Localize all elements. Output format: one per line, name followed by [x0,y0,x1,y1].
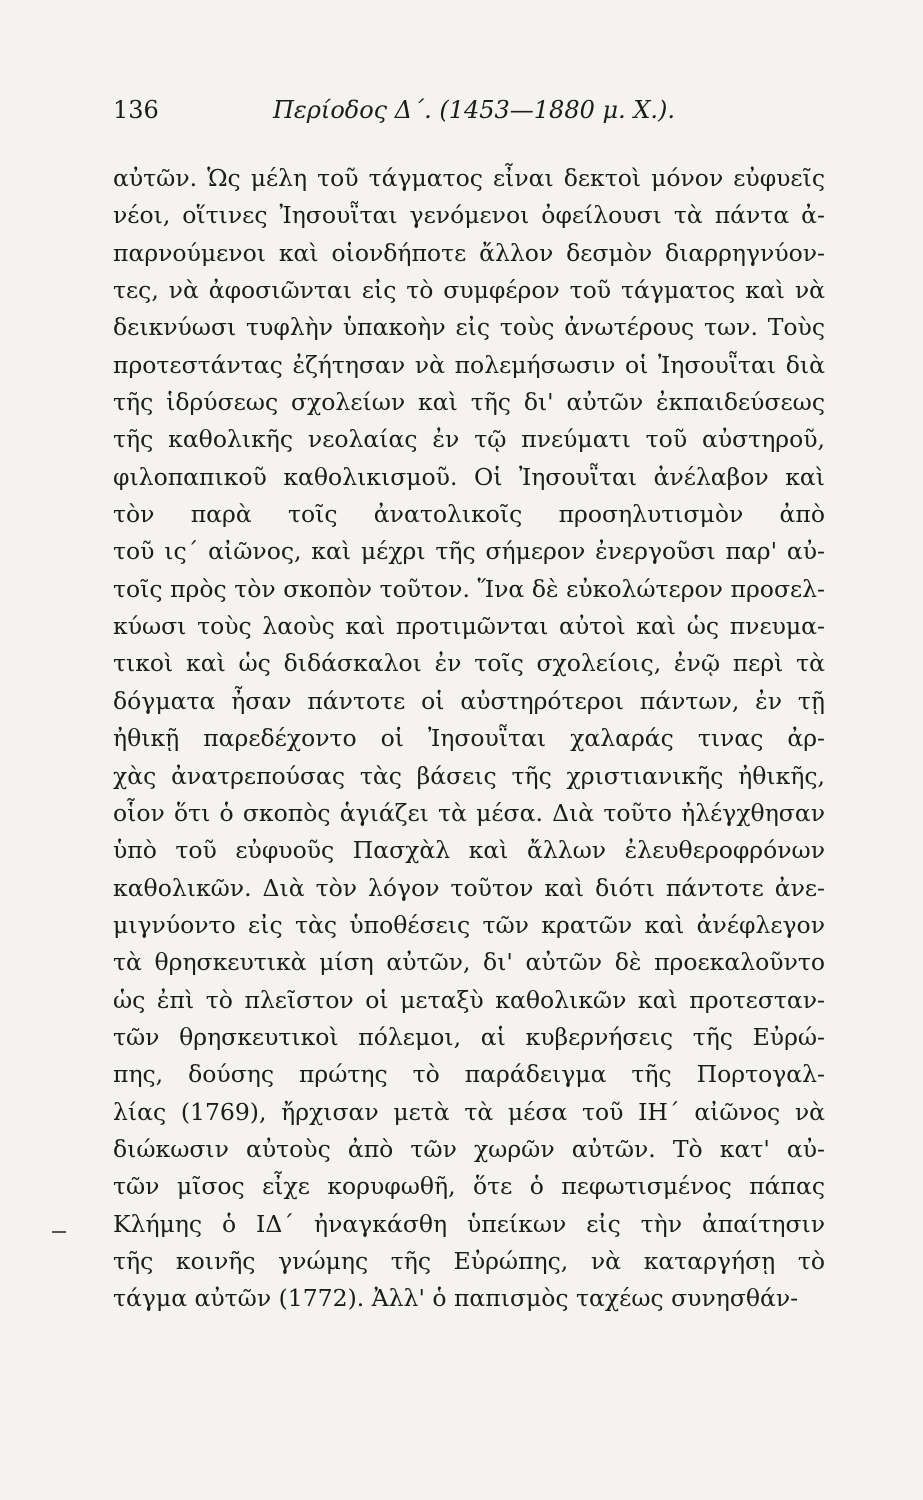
page-number: 136 [113,96,159,124]
text-line: δόγματα ἦσαν πάντοτε οἱ αὐστηρότεροι πάντων, ἐν τῇ [113,686,825,715]
text-line: τῆς ἱδρύσεως σχολείων καὶ τῆς δι' αὐτῶν ἐκπαιδεύσεως [113,388,825,417]
text-line: τικοὶ καὶ ὡς διδάσκαλοι ἐν τοῖς σχολείοις, ἐνῷ περὶ τὰ [113,649,825,678]
text-line: μιγνύοντο εἰς τὰς ὑποθέσεις τῶν κρατῶν καὶ ἀνέφλεγον [113,910,825,939]
text-line: ἠθικῇ παρεδέχοντο οἱ Ἰησουῗται χαλαράς τινας ἀρ- [113,724,825,753]
text-line: οἷον ὅτι ὁ σκοπὸς ἁγιάζει τὰ μέσα. Διὰ τοῦτο ἠλέγχθησαν [113,798,825,827]
text-line: τὰ θρησκευτικὰ μίση αὐτῶν, δι' αὐτῶν δὲ προεκαλοῦντο [113,948,825,977]
text-line: δεικνύωσι τυφλὴν ὑπακοὴν εἰς τοὺς ἀνωτέρους των. Τοὺς [113,313,825,342]
text-line: ὡς ἐπὶ τὸ πλεῖστον οἱ μεταξὺ καθολικῶν καὶ προτεσταν- [113,985,825,1014]
text-line: τοῦ ις΄ αἰῶνος, καὶ μέχρι τῆς σήμερον ἐνεργοῦσι παρ' αὐ- [113,537,825,566]
text-line: παρνούμενοι καὶ οἱονδήποτε ἄλλον δεσμὸν διαρρηγνύον- [113,238,825,267]
page-header [113,96,833,132]
text-line: τάγμα αὐτῶν (1772). Ἀλλ' ὁ παπισμὸς ταχέως συνησθάν- [113,1284,799,1313]
text-line: διώκωσιν αὐτοὺς ἀπὸ τῶν χωρῶν αὐτῶν. Τὸ κατ' αὐ- [113,1134,825,1163]
text-line: πης, δούσης πρώτης τὸ παράδειγμα τῆς Πορτογαλ- [113,1060,825,1089]
text-line: τῆς κοινῆς γνώμης τῆς Εὐρώπης, νὰ καταργήσῃ τὸ [113,1246,825,1275]
text-line: τες, νὰ ἀφοσιῶνται εἰς τὸ συμφέρον τοῦ τάγματος καὶ νὰ [113,276,825,305]
text-line: Κλήμης ὁ ΙΔ΄ ἠναγκάσθη ὑπείκων εἰς τὴν ἀπαίτησιν [113,1209,825,1238]
text-line: τῆς καθολικῆς νεολαίας ἐν τῷ πνεύματι τοῦ αὐστηροῦ, [113,425,825,454]
text-line: κύωσι τοὺς λαοὺς καὶ προτιμῶνται αὐτοὶ καὶ ὡς πνευμα- [113,612,825,641]
text-line: φιλοπαπικοῦ καθολικισμοῦ. Οἱ Ἰησουῗται ἀνέλαβον καὶ [113,462,825,491]
running-head: Περίοδος Δ΄. (1453—1880 μ. Χ.). [273,96,676,124]
text-line: τοῖς πρὸς τὸν σκοπὸν τοῦτον. Ἵνα δὲ εὐκολώτερον προσελ- [113,574,825,603]
text-line: τῶν θρησκευτικοὶ πόλεμοι, αἱ κυβερνήσεις τῆς Εὐρώ- [113,1022,825,1051]
margin-dash-mark [52,1231,66,1233]
text-line: νέοι, οἵτινες Ἰησουῗται γενόμενοι ὀφείλουσι τὰ πάντα ἀ- [113,201,825,230]
text-line: λίας (1769), ἤρχισαν μετὰ τὰ μέσα τοῦ ΙΗ΄ αἰῶνος νὰ [113,1097,825,1126]
text-line: χὰς ἀνατρεπούσας τὰς βάσεις τῆς χριστιανικῆς ἠθικῆς, [113,761,825,790]
text-line: τῶν μῖσος εἶχε κορυφωθῆ, ὅτε ὁ πεφωτισμένος πάπας [113,1172,825,1201]
body-text [113,160,825,1318]
text-line: καθολικῶν. Διὰ τὸν λόγον τοῦτον καὶ διότι πάντοτε ἀνε- [113,873,825,902]
text-line: ὑπὸ τοῦ εὐφυοῦς Πασχὰλ καὶ ἄλλων ἐλευθεροφρόνων [113,836,825,865]
text-line: προτεστάντας ἐζήτησαν νὰ πολεμήσωσιν οἱ Ἰησουῗται διὰ [113,350,825,379]
text-line: τὸν παρὰ τοῖς ἀνατολικοῖς προσηλυτισμὸν ἀπὸ [113,500,825,529]
text-line: αὐτῶν. Ὡς μέλη τοῦ τάγματος εἶναι δεκτοὶ μόνον εὐφυεῖς [113,164,825,192]
